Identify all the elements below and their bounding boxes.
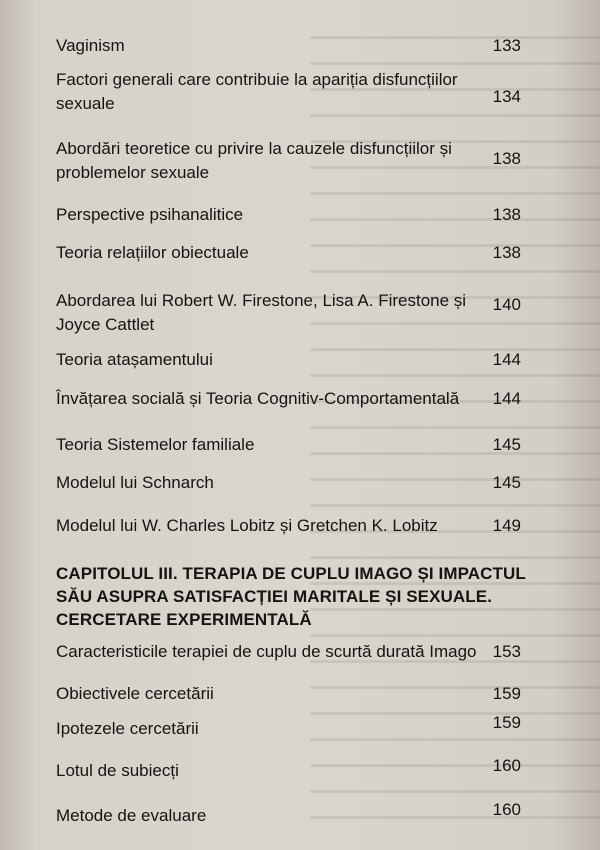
toc-entry-title: Modelul lui Schnarch: [56, 473, 214, 492]
toc-entry-title: Lotul de subiecți: [56, 761, 179, 780]
toc-entry-page: 138: [492, 205, 521, 224]
toc-entry-title: Învățarea socială și Teoria Cognitiv-Comportamentală: [56, 389, 460, 408]
toc-entry-title: Factori generali care contribuie la apariția disfuncțiilor sexuale: [56, 70, 458, 113]
toc-entry-page: 145: [492, 435, 521, 454]
toc-entry-page: 149: [492, 516, 521, 535]
toc-entry-page: 145: [492, 473, 521, 492]
toc-entry-page: 138: [492, 243, 521, 262]
toc-entry-page: 160: [492, 800, 521, 819]
toc-entry-title: Ipotezele cercetării: [56, 719, 199, 738]
toc-entry-page: 159: [492, 713, 521, 732]
toc-entry-page: 153: [492, 642, 521, 661]
toc-entry-page: 144: [492, 389, 521, 408]
toc-entry-page: 160: [492, 756, 521, 775]
toc-entry-page: 134: [492, 87, 521, 106]
toc-entry-title: Caracteristicile terapiei de cuplu de scurtă durată Imago: [56, 642, 477, 661]
toc-entry-title: Perspective psihanalitice: [56, 205, 244, 224]
toc-entry-title: Teoria Sistemelor familiale: [56, 435, 255, 454]
toc-entry-title: Teoria relațiilor obiectuale: [56, 243, 249, 262]
toc-entry-page: 140: [492, 295, 521, 314]
toc-entry-page: 138: [492, 149, 521, 168]
toc-entry-title: Teoria atașamentului: [56, 350, 213, 369]
toc-entry-title: Abordarea lui Robert W. Firestone, Lisa A. Firestone și Joyce Cattlet: [56, 291, 467, 334]
toc-entry-page: 144: [492, 350, 521, 369]
toc-entry-title: Metode de evaluare: [56, 806, 207, 825]
toc-entry-title: Modelul lui W. Charles Lobitz și Gretchen K. Lobitz: [56, 516, 438, 535]
toc-entry-page: 159: [492, 684, 521, 703]
chapter-heading: CAPITOLUL III. TERAPIA DE CUPLU IMAGO ȘI IMPACTUL SĂU ASUPRA SATISFACȚIEI MARITALE ȘI SEXUALE. CERCETARE EXPERIMENTALĂ: [56, 564, 526, 629]
toc-entry-title: Vaginism: [56, 36, 125, 55]
toc-entry-page: 133: [492, 36, 521, 55]
toc-entry-title: Abordări teoretice cu privire la cauzele disfuncțiilor și problemelor sexuale: [56, 139, 452, 182]
toc-entry-title: Obiectivele cercetării: [56, 684, 214, 703]
